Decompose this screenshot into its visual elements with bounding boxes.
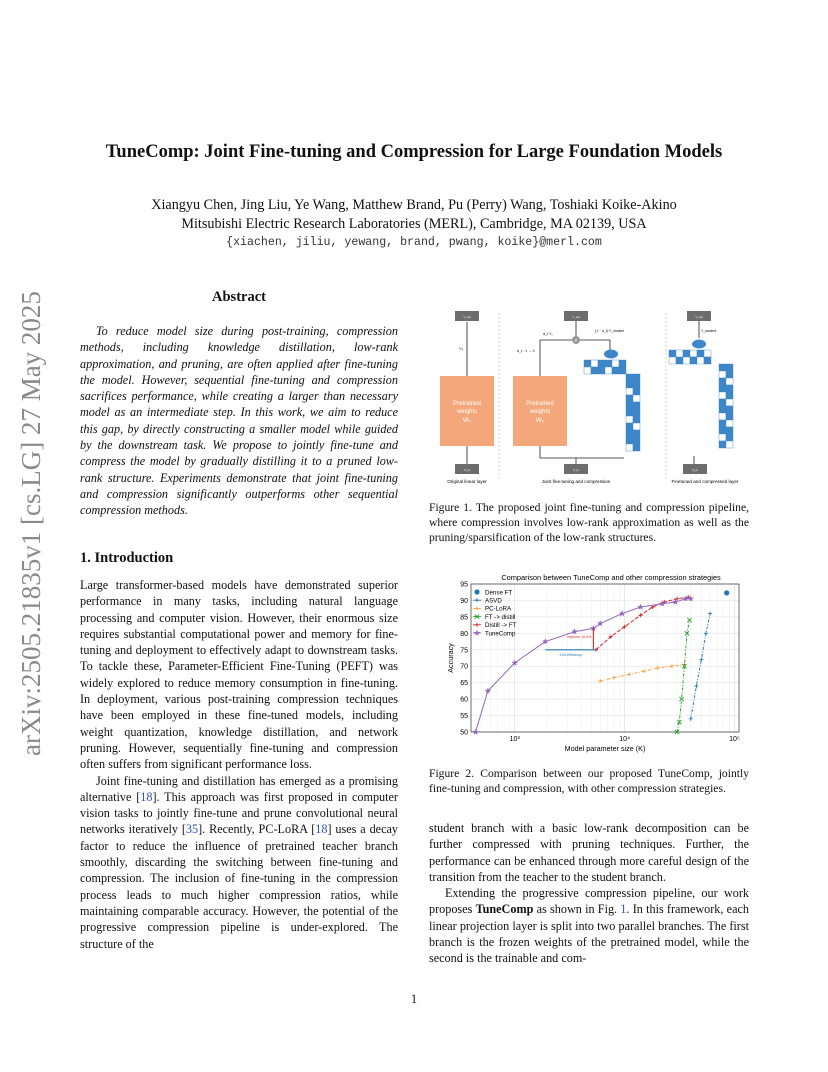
y-axis-label: Accuracy	[446, 643, 455, 673]
x-axis-label: Model parameter size (K)	[564, 744, 646, 753]
lowrank-matrices-joint	[584, 360, 640, 451]
svg-text:X_in: X_in	[691, 468, 699, 472]
svg-text:(1 − α_t)·Y_student: (1 − α_t)·Y_student	[595, 329, 625, 333]
figure1-diagram	[429, 308, 751, 490]
y-tick-label: 90	[460, 597, 468, 605]
data-point	[475, 623, 479, 627]
svg-text:weights: weights	[456, 409, 478, 415]
author-names: Xiangyu Chen, Jing Liu, Ye Wang, Matthew Brand, Pu (Perry) Wang, Toshiaki Koike-Akino	[151, 197, 677, 213]
data-point	[475, 606, 479, 610]
arxiv-stamp	[12, 278, 48, 758]
svg-text:Y_student: Y_student	[701, 329, 717, 333]
legend-label: TuneComp	[485, 630, 516, 638]
series-line	[677, 620, 690, 732]
svg-text:weights: weights	[529, 409, 551, 415]
legend-label: Dense FT	[485, 589, 513, 597]
series-line	[596, 597, 688, 650]
intro-right-paragraph-2: Extending the progressive compression pipeline, our work proposes TuneComp as shown in Fig. 1. In this framework, each linear projection layer is split into two parallel branches. The first branch is the frozen weights of the pretrained model, while the second is the trainable and com-	[429, 886, 749, 966]
y-tick-label: 55	[460, 713, 468, 721]
data-point	[699, 658, 703, 662]
chart-legend	[473, 589, 517, 637]
svg-text:Y_out: Y_out	[695, 315, 703, 319]
svg-text:α_t : 1 → 0: α_t : 1 → 0	[517, 349, 535, 353]
legend-label: Distill -> FT	[485, 622, 517, 630]
x-tick-label: 10³	[509, 736, 520, 743]
data-point	[724, 590, 729, 595]
data-point	[694, 684, 698, 688]
y-tick-label: 95	[460, 581, 468, 589]
svg-text:X_in: X_in	[463, 468, 471, 472]
abstract-paragraph: To reduce model size during post-training, compression methods, including knowledge distillation, low-rank approximation, and pruning, are often applied after fine-tuning the model. However, sequential fine-tuning and compression sacrifices performance, while creating a larger than necessary model as an intermediate step. In this work, we aim to reduce this gap, by directly constructing a smaller model while guided by the downstream task. We propose to jointly fine-tune and compress the model by gradually distilling it to a pruned low-rank structure. Experiments demonstrate that joint fine-tuning and compression significantly outperforms other sequential compression methods.	[80, 324, 398, 518]
y-tick-label: 75	[460, 647, 468, 655]
svg-text:Pretrained: Pretrained	[526, 401, 554, 407]
svg-text:α_t Y₀: α_t Y₀	[543, 332, 553, 336]
y-tick-label: 85	[460, 614, 468, 622]
plot-frame	[471, 584, 739, 732]
svg-text:Original linear layer: Original linear layer	[447, 479, 487, 484]
y-tick-label: 70	[460, 663, 468, 671]
data-point	[642, 669, 646, 673]
data-point	[670, 664, 674, 668]
data-point	[627, 672, 631, 676]
data-point	[474, 589, 479, 594]
intro-right-column	[429, 820, 749, 967]
data-point	[704, 631, 708, 635]
svg-text:W₀: W₀	[462, 418, 472, 424]
svg-text:Y_out: Y_out	[463, 315, 471, 319]
svg-text:Y_out: Y_out	[572, 315, 580, 319]
y-tick-label: 60	[460, 696, 468, 704]
abstract-text	[80, 323, 398, 519]
intro-left-column	[80, 577, 398, 952]
data-point	[474, 630, 480, 636]
citation-link[interactable]: 18	[315, 822, 328, 837]
figure2-caption: Figure 2. Comparison between our proposed TuneComp, jointly fine-tuning and compression, with other compression strategies.	[429, 767, 749, 796]
abstract-heading: Abstract	[212, 289, 266, 305]
intro-right-paragraph-1: student branch with a basic low-rank decomposition can be further compressed with pruning techniques. Further, the performance can be enhanced through more careful design of the transition from the teacher to the student branch.	[429, 821, 749, 884]
paper-title: TuneComp: Joint Fine-tuning and Compression for Large Foundation Models	[105, 142, 723, 162]
data-point	[689, 717, 693, 721]
svg-text:Joint fine-tuning and compress: Joint fine-tuning and compression	[541, 479, 611, 484]
arxiv-stamp-text: arXiv:2505.21835v1 [cs.LG] 27 May 2025	[16, 291, 46, 756]
data-point	[612, 676, 616, 680]
data-point	[475, 598, 479, 602]
figure-link[interactable]: 1	[620, 902, 627, 917]
series-pc-lora	[598, 663, 686, 683]
series-ft-distill	[675, 618, 692, 734]
data-point	[708, 612, 712, 616]
data-point	[687, 618, 691, 622]
y-tick-label: 80	[460, 630, 468, 638]
citation-link[interactable]: 18	[140, 789, 153, 804]
y-tick-label: 50	[460, 729, 468, 737]
author-block	[60, 196, 768, 234]
figure1-caption: Figure 1. The proposed joint fine-tuning and compression pipeline, where compression involves low-rank approximation as well as the pruning/sparsification of the low-rank structures.	[429, 501, 749, 545]
intro-paragraph-2: Joint fine-tuning and distillation has emerged as a promising alternative [18]. This approach was first proposed in computer vision tasks to jointly fine-tune and prune convolutional neural networks iteratively [35]. Recently, PC-LoRA [18] uses a decay factor to reduce the influence of pretrained teacher branch smoothly, discarding the switching between fine-tuning and compression. The inclusion of fine-tuning in the compression process leads to much higher compression ratios, while maintaining comparable accuracy. However, the potential of the progressive compression pipeline is under-explored. The structure of the	[80, 773, 399, 951]
intro-paragraph-1: Large transformer-based models have demonstrated superior performance in many tasks, including natural language processing and computer vision. However, their enormous size requires substantial computational power and memory for fine-tuning and deployment to effectively adapt to downstream tasks. To tackle these, Parameter-Efficient Fine-Tuning (PEFT) was widely explored to reduce memory consumption in fine-tuning. In deployment, various post-training compression techniques have been employed in these fine-tuned models, including weight quantization, knowledge distillation, and network pruning. However, sequentially fine-tuning and compression often suffers from significant performance loss.	[80, 578, 398, 772]
series-dense-ft	[724, 590, 729, 595]
citation-link[interactable]: 35	[185, 822, 199, 837]
x-tick-label: 10⁵	[729, 736, 740, 743]
legend-label: PC-LoRA	[485, 605, 512, 613]
data-point	[672, 599, 678, 605]
figure2-chart	[429, 570, 749, 762]
legend-label: FT -> distill	[485, 613, 516, 621]
lowrank-matrices-final	[669, 350, 733, 448]
page-number: 1	[410, 992, 418, 1006]
data-point	[637, 604, 643, 610]
svg-text:W₀: W₀	[535, 418, 545, 424]
svg-text:+: +	[574, 338, 578, 344]
y-tick-label: 65	[460, 680, 468, 688]
annotation-accuracy: Improve 10.0%	[567, 635, 592, 640]
intro-heading: 1. Introduction	[80, 550, 174, 566]
author-emails: {xiachen, jiliu, yewang, brand, pwang, koike}@merl.com	[226, 236, 602, 249]
chart-title: Comparison between TuneComp and other compression strategies	[501, 573, 721, 582]
svg-text:X_in: X_in	[572, 468, 580, 472]
svg-text:Finetuned and compressed layer: Finetuned and compressed layer	[671, 479, 739, 484]
svg-text:Y₀: Y₀	[459, 346, 464, 351]
author-affiliation: Mitsubishi Electric Research Laboratories (MERL), Cambridge, MA 02139, USA	[181, 216, 647, 232]
x-tick-label: 10⁴	[619, 736, 630, 743]
data-point	[472, 729, 478, 735]
legend-label: ASVD	[485, 597, 502, 605]
annotation-params: 3.5x efficiency	[559, 652, 583, 657]
svg-text:Pretrained: Pretrained	[453, 401, 481, 407]
